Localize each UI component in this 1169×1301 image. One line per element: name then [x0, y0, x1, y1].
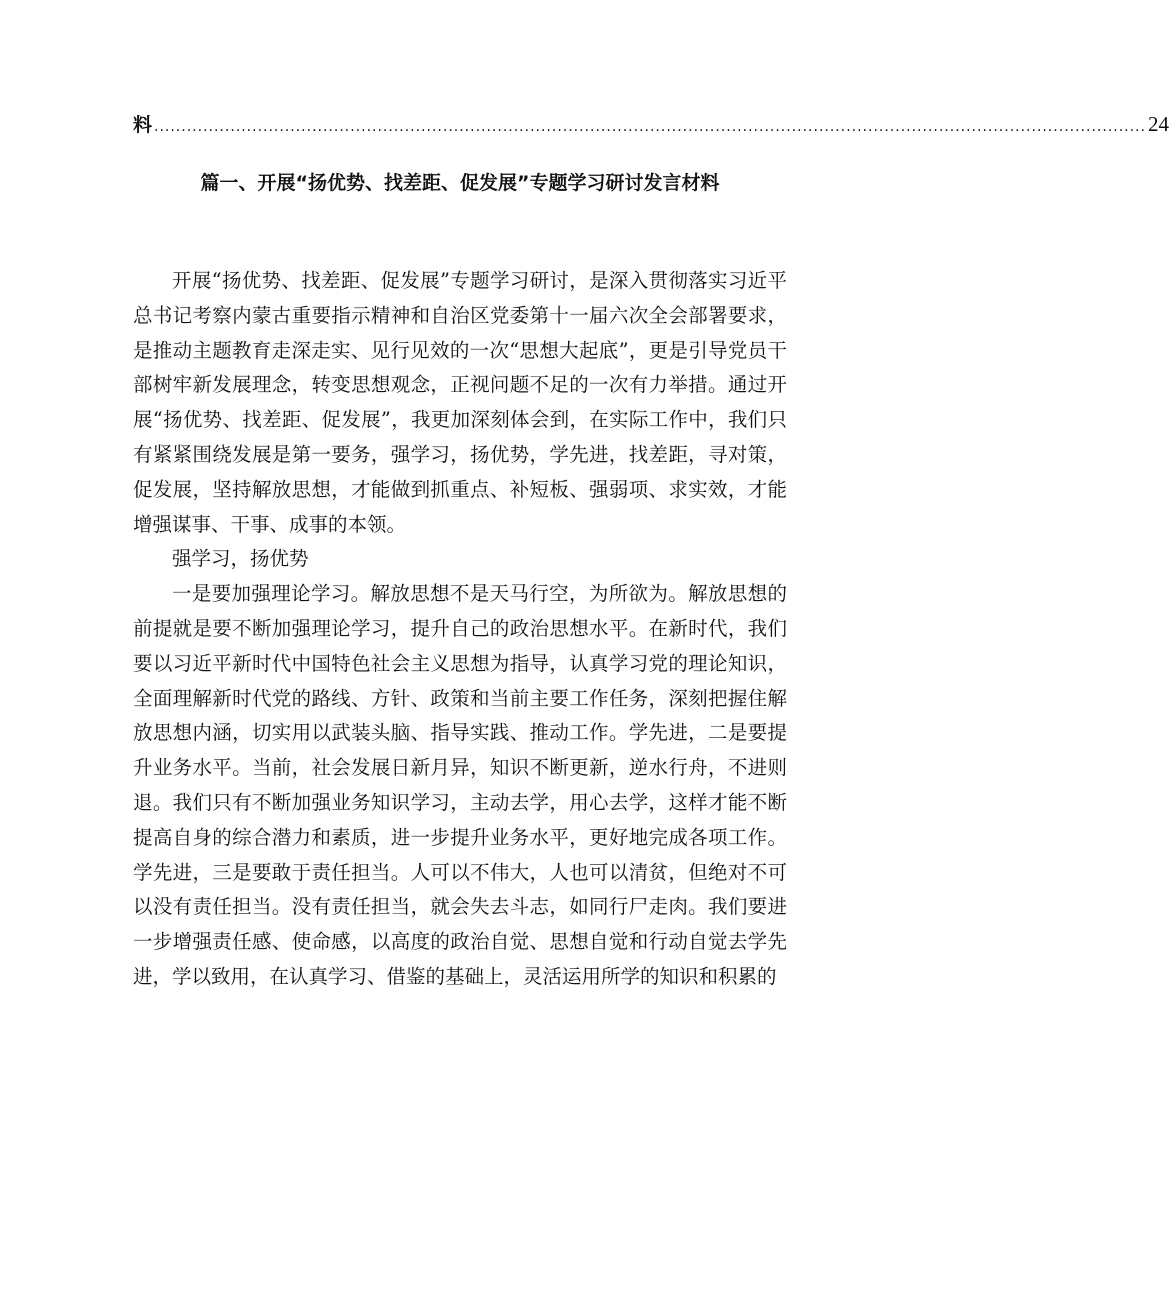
toc-entry-text: 料	[133, 114, 153, 136]
paragraph-section-1: 一是要加强理论学习。解放思想不是天马行空，为所欲为。解放思想的前提就是要不断加强理论学习，提升自己的政治思想水平。在新时代，我们要以习近平新时代中国特色社会主义思想为指导，认真学习党的理论知识，全面理解新时代党的路线、方针、政策和当前主要工作任务，深刻把握住解放思想内涵，切实用以武装头脑、指导实践、推动工作。学先进，二是要提升业务水平。当前，社会发展日新月异，知识不断更新，逆水行舟，不进则退。我们只有不断加强业务知识学习，主动去学，用心去学，这样才能不断提高自身的综合潜力和素质，进一步提升业务水平，更好地完成各项工作。学先进，三是要敢于责任担当。人可以不伟大，人也可以清贫，但绝对不可以没有责任担当。没有责任担当，就会失去斗志，如同行尸走肉。我们要进一步增强责任感、使命感，以高度的政治自觉、思想自觉和行动自觉去学先进，学以致用，在认真学习、借鉴的基础上，灵活运用所学的知识和积累的	[133, 582, 787, 988]
section-heading: 强学习，扬优势	[172, 547, 309, 571]
article-body	[133, 264, 787, 995]
paragraph-intro: 开展“扬优势、找差距、促发展”专题学习研讨，是深入贯彻落实习近平总书记考察内蒙古重要指示精神和自治区党委第十一届六次全会部署要求，是推动主题教育走深走实、见行见效的一次“思想大起底”，更是引导党员干部树牢新发展理念，转变思想观念，正视问题不足的一次有力举措。通过开展“扬优势、找差距、促发展”，我更加深刻体会到，在实际工作中，我们只有紧紧围绕发展是第一要务，强学习，扬优势，学先进，找差距，寻对策，促发展，坚持解放思想，才能做到抓重点、补短板、强弱项、求实效，才能增强谋事、干事、成事的本领。	[133, 269, 787, 536]
toc-leader-dots: ......................................................................................................................................................................................	[154, 119, 1146, 135]
article-title: 篇一、开展“扬优势、找差距、促发展”专题学习研讨发言材料	[200, 172, 720, 194]
toc-page-number: 24	[1147, 112, 1169, 136]
toc-entry[interactable]	[133, 110, 1169, 142]
